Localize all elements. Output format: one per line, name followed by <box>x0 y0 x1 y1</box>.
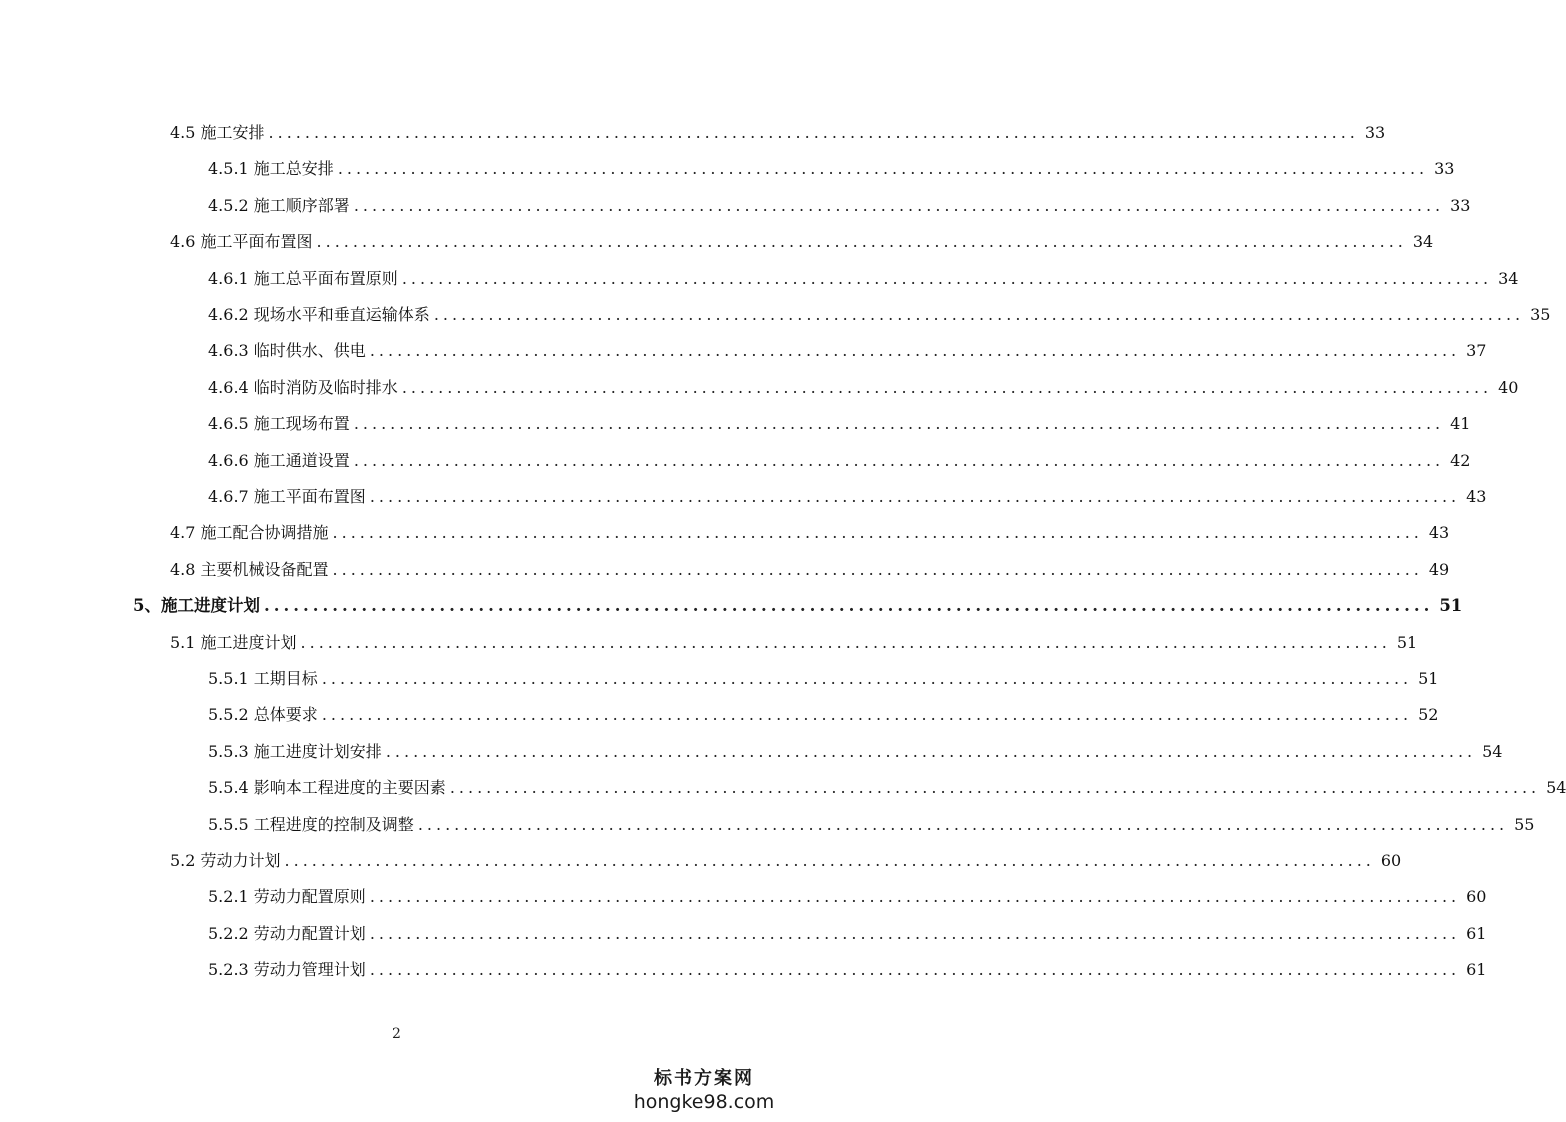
toc-entry[interactable] <box>208 702 1439 728</box>
toc-entry-page: 51 <box>1418 669 1439 688</box>
toc-entry-page: 55 <box>1514 814 1535 834</box>
toc-leader-dots: ........................................................................................................................ <box>316 232 1407 252</box>
toc-entry-label: 4.6.6 施工通道设置 <box>208 450 350 470</box>
watermark-chinese: 标书方案网 <box>654 1068 754 1089</box>
toc-entry[interactable] <box>208 193 1471 219</box>
toc-entry-label: 4.6.1 施工总平面布置原则 <box>208 268 398 288</box>
toc-entry-page: 61 <box>1466 923 1487 943</box>
toc-leader-dots: ........................................................................................................................ <box>353 195 1445 215</box>
toc-entry-label: 5.5.2 总体要求 <box>208 705 318 725</box>
toc-entry-page: 40 <box>1498 377 1519 397</box>
watermark-logo <box>629 1068 779 1114</box>
toc-entry[interactable] <box>208 812 1535 838</box>
toc-leader-dots: ........................................................................................................................ <box>369 887 1461 907</box>
toc-entry[interactable] <box>170 120 1386 146</box>
toc-leader-dots: ........................................................................................................................ <box>401 377 1493 397</box>
toc-leader-dots: ........................................................................................................................ <box>332 559 1423 579</box>
toc-leader-dots: ........................................................................................................................ <box>300 632 1391 652</box>
toc-leader-dots: ........................................................................................................................ <box>401 268 1493 288</box>
toc-entry-page: 43 <box>1428 523 1450 543</box>
toc-entry-label: 4.8 主要机械设备配置 <box>170 559 329 579</box>
toc-leader-dots: ........................................................................................................................ <box>332 523 1423 543</box>
toc-entry-page: 49 <box>1428 559 1450 579</box>
toc-entry[interactable] <box>208 484 1487 510</box>
toc-entry-label: 5.5.1 工期目标 <box>208 669 318 688</box>
toc-entry-page: 34 <box>1412 232 1434 252</box>
toc-leader-dots: ........................................................................................................................ <box>337 159 1429 179</box>
toc-entry-page: 54 <box>1482 741 1503 761</box>
toc-entry-label: 5.1 施工进度计划 <box>170 632 297 652</box>
toc-entry[interactable] <box>170 557 1450 583</box>
toc-entry-page: 60 <box>1466 887 1487 907</box>
toc-entry-label: 5.2.3 劳动力管理计划 <box>208 960 366 980</box>
toc-leader-dots: ........................................................................................................................ <box>321 705 1413 725</box>
toc-leader-dots: ........................................................................................................................ <box>385 741 1477 761</box>
toc-entry[interactable] <box>170 848 1402 874</box>
toc-leader-dots: ........................................................................................................................ <box>369 341 1461 361</box>
toc-leader-dots: ........................................................................................................................ <box>449 778 1541 798</box>
toc-leader-dots: ........................................................................................................................ <box>284 851 1375 870</box>
toc-leader-dots: ........................................................................................................................ <box>263 596 1434 616</box>
toc-leader-dots: ........................................................................................................................ <box>353 450 1445 470</box>
toc-entry-page: 33 <box>1450 195 1471 215</box>
toc-entry-label: 5.2.2 劳动力配置计划 <box>208 923 366 943</box>
toc-leader-dots: ........................................................................................................................ <box>417 814 1509 834</box>
toc-entry-label: 4.5 施工安排 <box>170 123 265 142</box>
toc-entry-page: 35 <box>1530 305 1551 324</box>
toc-entry-page: 42 <box>1450 450 1471 470</box>
toc-entry[interactable] <box>208 302 1551 328</box>
toc-leader-dots: ........................................................................................................................ <box>268 123 1359 142</box>
toc-entry-label: 4.6.4 临时消防及临时排水 <box>208 377 398 397</box>
toc-entry[interactable] <box>170 229 1434 255</box>
toc-entry-label: 5.2 劳动力计划 <box>170 851 281 870</box>
page-number: 2 <box>392 1026 401 1042</box>
toc-entry-label: 4.6.2 现场水平和垂直运输体系 <box>208 305 430 324</box>
toc-entry-label: 4.5.2 施工顺序部署 <box>208 195 350 215</box>
toc-entry-page: 41 <box>1450 414 1471 434</box>
toc-entry-page: 34 <box>1498 268 1519 288</box>
toc-entry-page: 54 <box>1546 778 1566 798</box>
toc-entry-page: 37 <box>1466 341 1487 361</box>
toc-entry[interactable] <box>208 375 1519 401</box>
toc-leader-dots: ........................................................................................................................ <box>353 414 1445 434</box>
toc-entry-page: 61 <box>1466 960 1487 980</box>
toc-entry[interactable] <box>133 593 1463 619</box>
toc-entry[interactable] <box>208 775 1566 801</box>
toc-entry-page: 52 <box>1418 705 1439 725</box>
toc-entry[interactable] <box>208 921 1487 947</box>
toc-entry-page: 33 <box>1364 123 1386 142</box>
toc-entry-label: 4.6.7 施工平面布置图 <box>208 487 366 506</box>
toc-entry-label: 5.5.4 影响本工程进度的主要因素 <box>208 778 446 798</box>
toc-entry-label: 4.6 施工平面布置图 <box>170 232 313 252</box>
toc-entry[interactable] <box>170 520 1450 546</box>
toc-entry-label: 4.6.3 临时供水、供电 <box>208 341 366 361</box>
toc-entry[interactable] <box>208 411 1471 437</box>
toc-leader-dots: ........................................................................................................................ <box>369 960 1461 980</box>
toc-entry-label: 5.5.3 施工进度计划安排 <box>208 741 382 761</box>
toc-entry[interactable] <box>208 666 1439 692</box>
toc-entry[interactable] <box>208 884 1487 910</box>
toc-entry[interactable] <box>208 266 1519 292</box>
toc-leader-dots: ........................................................................................................................ <box>369 923 1461 943</box>
toc-entry[interactable] <box>208 338 1487 364</box>
toc-entry[interactable] <box>208 156 1455 182</box>
toc-entry-label: 4.7 施工配合协调措施 <box>170 523 329 543</box>
toc-entry-page: 60 <box>1380 851 1402 870</box>
toc-entry-page: 51 <box>1439 596 1463 616</box>
toc-entry[interactable] <box>170 630 1418 656</box>
watermark-url: hongke98.com <box>633 1091 775 1113</box>
toc-entry-label: 5.2.1 劳动力配置原则 <box>208 887 366 907</box>
toc-entry-label: 4.5.1 施工总安排 <box>208 159 334 179</box>
toc-entry[interactable] <box>208 957 1487 983</box>
toc-entry-page: 33 <box>1434 159 1455 179</box>
toc-entry-label: 5、施工进度计划 <box>133 596 260 616</box>
toc-entry[interactable] <box>208 739 1503 765</box>
toc-leader-dots: ........................................................................................................................ <box>369 487 1461 506</box>
toc-leader-dots: ........................................................................................................................ <box>433 305 1525 324</box>
toc-entry-label: 4.6.5 施工现场布置 <box>208 414 350 434</box>
toc-entry[interactable] <box>208 448 1471 474</box>
toc-entry-page: 51 <box>1396 632 1418 652</box>
toc-entry-label: 5.5.5 工程进度的控制及调整 <box>208 814 414 834</box>
toc-leader-dots: ........................................................................................................................ <box>321 669 1413 688</box>
toc-entry-page: 43 <box>1466 487 1487 506</box>
